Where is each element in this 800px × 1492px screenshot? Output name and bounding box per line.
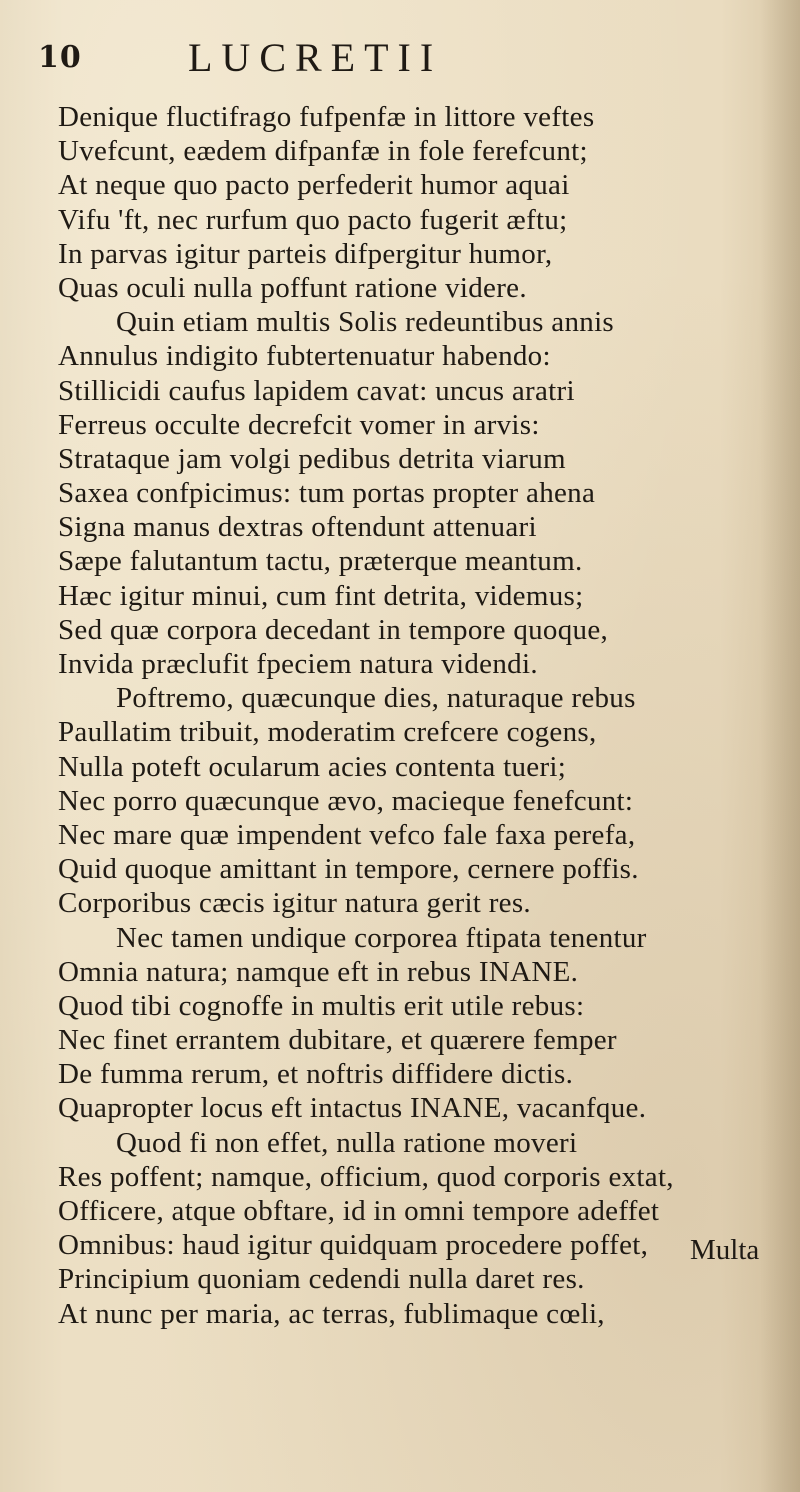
running-head: LUCRETII <box>188 35 443 80</box>
verse-text <box>58 100 778 1331</box>
verse-line: Paullatim tribuit, moderatim crefcere cogens, <box>58 716 597 749</box>
verse-line: Denique fluctifrago fufpenfæ in littore veftes <box>58 101 595 133</box>
verse-line: Nec finet errantem dubitare, et quærere femper <box>58 1024 617 1057</box>
verse-line: Strataque jam volgi pedibus detrita viarum <box>58 442 566 475</box>
verse-line: De fumma rerum, et noftris diffidere dictis. <box>58 1058 574 1091</box>
verse-line: Quid quoque amittant in tempore, cernere poffis. <box>58 853 639 886</box>
verse-line: Quapropter locus eft intactus INANE, vacanfque. <box>58 1092 647 1125</box>
verse-line: Nec tamen undique corporea ftipata tenentur <box>116 921 647 954</box>
verse-line: Officere, atque obftare, id in omni tempore adeffet <box>58 1195 660 1227</box>
verse-line: Stillicidi caufus lapidem cavat: uncus aratri <box>58 374 575 407</box>
verse-line: Omnia natura; namque eft in rebus INANE. <box>58 955 579 988</box>
page-header <box>38 34 738 94</box>
verse-line: Signa manus dextras oftendunt attenuari <box>58 511 537 544</box>
verse-line: Annulus indigito fubtertenuatur habendo: <box>58 340 551 373</box>
verse-line: Quod tibi cognoffe in multis erit utile rebus: <box>58 989 585 1022</box>
verse-line: Vifu 'ft, nec rurfum quo pacto fugerit æftu; <box>58 203 568 236</box>
verse-line: Quas oculi nulla poffunt ratione videre. <box>58 271 527 304</box>
verse-line: Principium quoniam cedendi nulla daret res. <box>58 1263 585 1296</box>
verse-line: Uvefcunt, eædem difpanfæ in fole ferefcunt; <box>58 135 588 168</box>
verse-line: Ferreus occulte decrefcit vomer in arvis: <box>58 408 540 441</box>
catchword: Multa <box>690 1234 760 1266</box>
verse-line: Quod fi non effet, nulla ratione moveri <box>116 1126 578 1159</box>
verse-line: Sed quæ corpora decedant in tempore quoque, <box>58 613 609 646</box>
verse-line: Corporibus cæcis igitur natura gerit res. <box>58 887 531 920</box>
verse-line: In parvas igitur parteis difpergitur humor, <box>58 237 553 270</box>
verse-line: Poftremo, quæcunque dies, naturaque rebus <box>116 682 636 715</box>
verse-line: Quin etiam multis Solis redeuntibus annis <box>116 306 615 339</box>
verse-line: At nunc per maria, ac terras, fublimaque cœli, <box>58 1297 605 1330</box>
verse-line: Invida præclufit fpeciem natura videndi. <box>58 648 538 680</box>
verse-line: Nec mare quæ impendent vefco fale faxa perefa, <box>58 818 636 851</box>
verse-line: At neque quo pacto perfederit humor aquai <box>58 169 570 202</box>
verse-line: Nulla poteft ocularum acies contenta tueri; <box>58 750 567 783</box>
verse-line: Res poffent; namque, officium, quod corporis extat, <box>58 1160 674 1193</box>
verse-line: Hæc igitur minui, cum fint detrita, videmus; <box>58 579 584 612</box>
verse-line: Sæpe falutantum tactu, præterque meantum. <box>58 545 583 578</box>
verse-line: Omnibus: haud igitur quidquam procedere poffet, <box>58 1229 649 1262</box>
verse-line: Nec porro quæcunque ævo, macieque fenefcunt: <box>58 784 634 817</box>
verse-line: Saxea confpicimus: tum portas propter ahena <box>58 477 596 510</box>
page-number: 10 <box>38 40 82 75</box>
